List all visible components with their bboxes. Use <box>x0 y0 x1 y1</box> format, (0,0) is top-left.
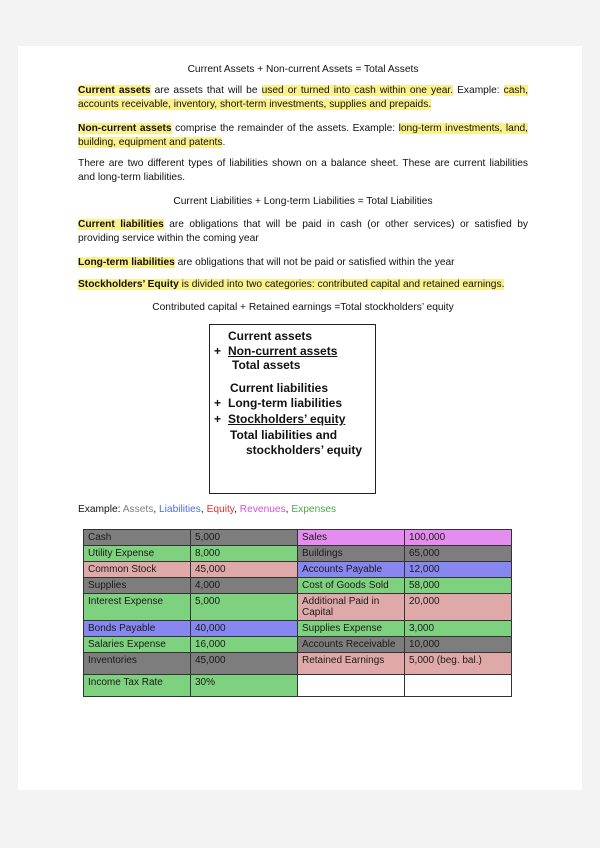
account-value: 65,000 <box>405 546 512 562</box>
box-current-assets: Current assets <box>228 329 313 343</box>
box-total-assets: Total assets <box>232 358 301 372</box>
account-name: Sales <box>298 530 405 546</box>
account-name: Interest Expense <box>84 594 191 621</box>
account-value: 100,000 <box>405 530 512 546</box>
account-value: 58,000 <box>405 578 512 594</box>
account-value <box>405 675 512 697</box>
account-name: Bonds Payable <box>84 621 191 637</box>
table-row <box>84 621 512 637</box>
box-longterm-liabilities: Long-term liabilities <box>228 396 343 410</box>
term-current-liabilities: Current liabilities <box>78 219 164 230</box>
current-assets-definition: Current assets are assets that will be used or turned into cash within one year. Example: cash, accounts receivable, inventory, short-term investments, supplies and prepaids. <box>78 85 529 110</box>
account-value: 16,000 <box>191 637 298 653</box>
legend-liabilities: Liabilities <box>158 504 201 515</box>
account-name: Accounts Receivable <box>298 637 405 653</box>
account-name: Cash <box>84 530 191 546</box>
account-name: Common Stock <box>84 562 191 578</box>
plus-sign: + <box>214 412 222 426</box>
account-value: 40,000 <box>191 621 298 637</box>
legend-expenses: Expenses <box>291 504 337 515</box>
box-total-line-1: Total liabilities and <box>230 428 338 442</box>
table-row <box>84 637 512 653</box>
account-name: Accounts Payable <box>298 562 405 578</box>
table-row <box>84 530 512 546</box>
table-row <box>84 562 512 578</box>
color-legend: Example: Assets, Liabilities, Equity, Revenues, Expenses <box>78 504 337 515</box>
box-current-liabilities: Current liabilities <box>230 381 329 395</box>
equity-formula: Contributed capital + Retained earnings =Total stockholders’ equity <box>152 302 454 313</box>
term-current-assets: Current assets <box>78 85 151 96</box>
account-name: Supplies <box>84 578 191 594</box>
box-equity: Stockholders’ equity <box>228 412 346 426</box>
term-noncurrent-assets: Non-current assets <box>78 123 172 134</box>
account-value: 10,000 <box>405 637 512 653</box>
longterm-liabilities-definition: Long-term liabilities are obligations that will not be paid or satisfied within the year <box>78 257 455 268</box>
account-value: 20,000 <box>405 594 512 621</box>
assets-formula: Current Assets + Non-current Assets = Total Assets <box>187 64 419 75</box>
current-liabilities-definition: Current liabilities are obligations that will be paid in cash (or other services) or satisfied by providing service within the coming year <box>78 219 528 244</box>
equity-definition: Stockholders’ Equity is divided into two categories: contributed capital and retained earnings. <box>78 279 505 290</box>
table-row <box>84 578 512 594</box>
legend-revenues: Revenues <box>239 504 286 515</box>
plus-sign: + <box>214 396 222 410</box>
document-page <box>18 46 582 790</box>
account-name: Utility Expense <box>84 546 191 562</box>
term-longterm-liabilities: Long-term liabilities <box>78 257 175 268</box>
account-value: 5,000 <box>191 594 298 621</box>
account-value: 5,000 <box>191 530 298 546</box>
account-value: 30% <box>191 675 298 697</box>
plus-sign: + <box>214 344 222 358</box>
table-row <box>84 594 512 621</box>
noncurrent-assets-definition: Non-current assets comprise the remainder of the assets. Example: long-term investments, land, building, equipment and patents. <box>78 123 528 148</box>
account-value: 5,000 (beg. bal.) <box>405 653 512 675</box>
account-name: Buildings <box>298 546 405 562</box>
liabilities-intro: There are two different types of liabilities shown on a balance sheet. These are current liabilities and long-term liabilities. <box>78 158 528 183</box>
balance-sheet-box <box>209 324 376 494</box>
account-name: Cost of Goods Sold <box>298 578 405 594</box>
account-name: Salaries Expense <box>84 637 191 653</box>
account-value: 3,000 <box>405 621 512 637</box>
account-name: Supplies Expense <box>298 621 405 637</box>
account-value: 12,000 <box>405 562 512 578</box>
account-name <box>298 675 405 697</box>
legend-equity: Equity <box>206 504 235 515</box>
account-name: Additional Paid in Capital <box>298 594 405 621</box>
table-row <box>84 546 512 562</box>
box-noncurrent-assets: Non-current assets <box>228 344 338 358</box>
table-row <box>84 675 512 697</box>
term-equity: Stockholders’ Equity <box>78 279 179 290</box>
table-row <box>84 653 512 675</box>
account-name: Inventories <box>84 653 191 675</box>
legend-assets: Assets <box>122 504 154 515</box>
account-value: 4,000 <box>191 578 298 594</box>
account-value: 45,000 <box>191 562 298 578</box>
accounts-table <box>83 529 512 697</box>
account-name: Retained Earnings <box>298 653 405 675</box>
box-total-line-2: stockholders’ equity <box>246 443 363 457</box>
account-name: Income Tax Rate <box>84 675 191 697</box>
account-value: 8,000 <box>191 546 298 562</box>
liabilities-formula: Current Liabilities + Long-term Liabilities = Total Liabilities <box>173 196 433 207</box>
account-value: 45,000 <box>191 653 298 675</box>
